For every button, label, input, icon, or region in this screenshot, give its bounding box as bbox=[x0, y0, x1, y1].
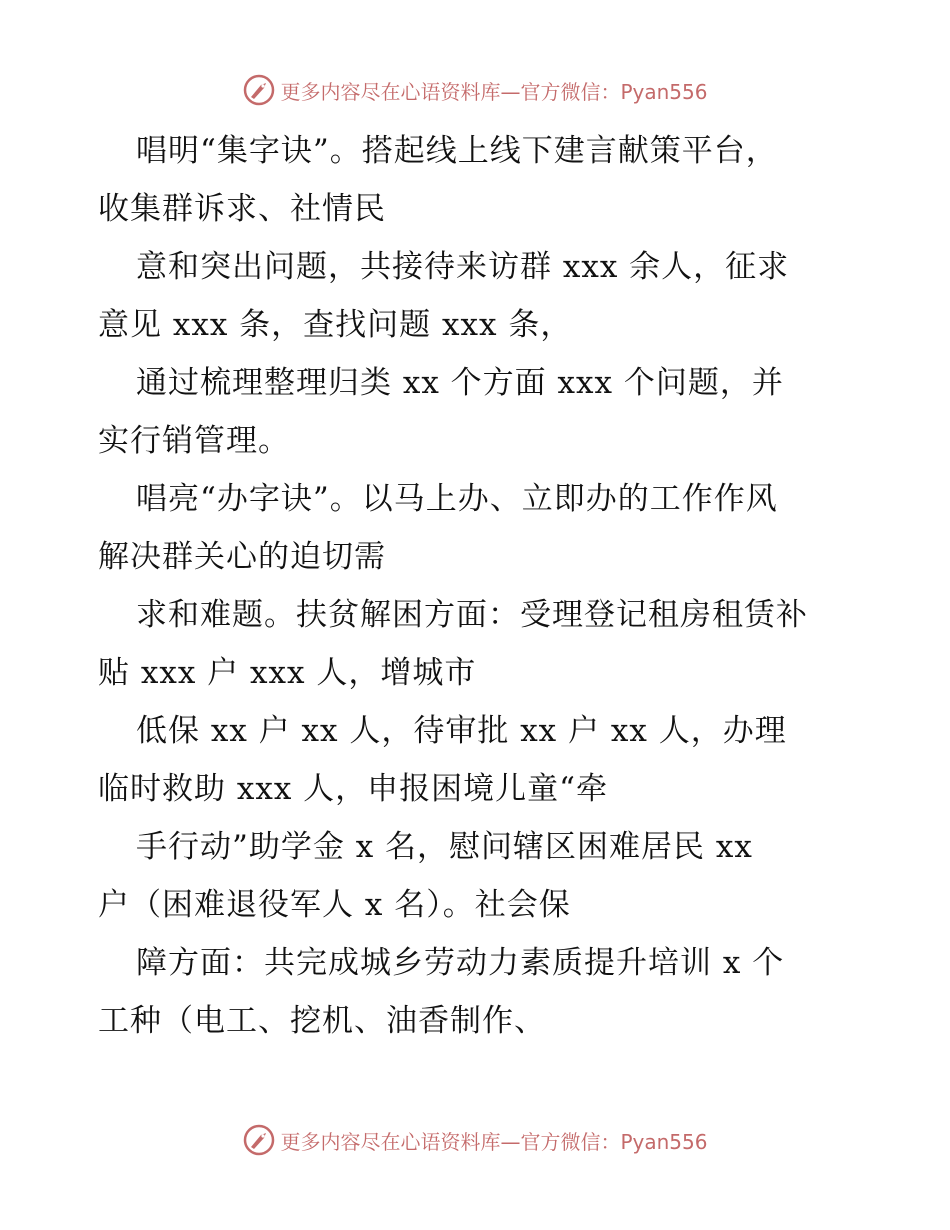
text-line: 解决群关心的迫切需 bbox=[98, 539, 386, 575]
text-line: 唱亮“办字诀”。以马上办、立即办的工作作风 bbox=[136, 481, 778, 517]
text-line: 户（困难退役军人 x 名）。社会保 bbox=[98, 887, 571, 923]
text-line: 临时救助 xxx 人，申报困境儿童“牵 bbox=[98, 771, 609, 807]
header-watermark-banner bbox=[0, 72, 950, 108]
footer-banner-text: 更多内容尽在心语资料库—官方微信：Pyan556 bbox=[280, 1129, 708, 1154]
text-line: 低保 xx 户 xx 人，待审批 xx 户 xx 人，办理 bbox=[136, 713, 787, 749]
document-body bbox=[98, 122, 858, 1050]
footer-watermark-banner bbox=[0, 1122, 950, 1158]
header-banner-text: 更多内容尽在心语资料库—官方微信：Pyan556 bbox=[280, 79, 708, 104]
text-line: 唱明“集字诀”。搭起线上线下建言献策平台， bbox=[136, 133, 778, 169]
text-line: 手行动”助学金 x 名，慰问辖区困难居民 xx bbox=[136, 829, 753, 865]
text-line: 工种（电工、挖机、油香制作、 bbox=[98, 1003, 546, 1039]
pen-nib-logo-icon bbox=[242, 73, 276, 107]
text-line: 收集群诉求、社情民 bbox=[98, 191, 386, 227]
pen-nib-logo-icon bbox=[242, 1123, 276, 1157]
text-line: 实行销管理。 bbox=[98, 423, 290, 459]
text-line: 意见 xxx 条，查找问题 xxx 条， bbox=[98, 307, 573, 343]
text-line: 障方面：共完成城乡劳动力素质提升培训 x 个 bbox=[136, 945, 785, 981]
text-line: 通过梳理整理归类 xx 个方面 xxx 个问题，并 bbox=[136, 365, 784, 401]
text-line: 求和难题。扶贫解困方面：受理登记租房租赁补 bbox=[136, 597, 808, 633]
text-line: 贴 xxx 户 xxx 人，增城市 bbox=[98, 655, 477, 691]
text-line: 意和突出问题，共接待来访群 xxx 余人，征求 bbox=[136, 249, 790, 285]
